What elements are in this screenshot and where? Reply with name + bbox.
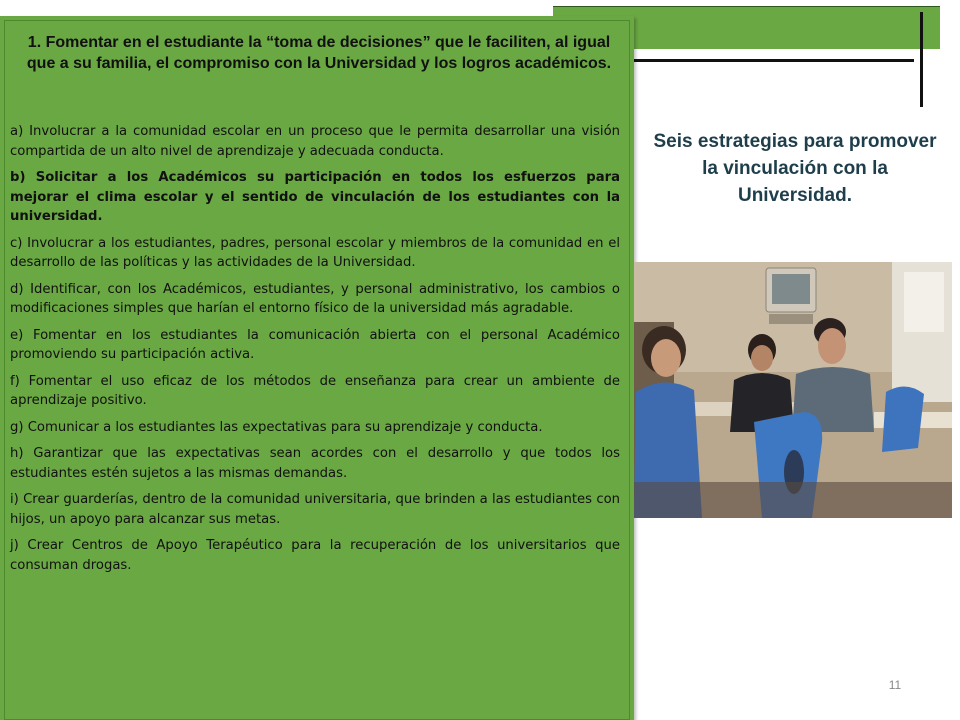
strategy-list xyxy=(10,122,620,582)
page-number: 11 xyxy=(888,678,902,692)
classroom-photo xyxy=(634,262,952,518)
strategy-item-f: f) Fomentar el uso eficaz de los métodos de enseñanza para crear un ambiente de aprendizaje positivo. xyxy=(10,373,620,408)
strategy-item-g: g) Comunicar a los estudiantes las expectativas para su aprendizaje y conducta. xyxy=(10,419,543,435)
panel-heading: 1. Fomentar en el estudiante la “toma de decisiones” que le faciliten, al igual que a su familia, el compromiso con la Universidad y los logros académicos. xyxy=(26,34,612,72)
strategy-item-d: d) Identificar, con los Académicos, estudiantes, y personal administrativo, los cambios o modificaciones simples que harían el entorno físico de la universidad más agradable. xyxy=(10,281,620,316)
strategies-panel xyxy=(0,16,634,720)
strategy-item-c: c) Involucrar a los estudiantes, padres, personal escolar y miembros de la comunidad en el desarrollo de las políticas y las actividades de la Universidad. xyxy=(10,235,620,270)
strategy-item-h: h) Garantizar que las expectativas sean acordes con el desarrollo y que todos los estudiantes estén sujetos a las mismas demandas. xyxy=(10,446,620,481)
strategy-item-b: b) Solicitar a los Académicos su participación en todos los esfuerzos para mejorar el clima escolar y el sentido de vinculación de los estudiantes con la universidad. xyxy=(10,170,620,224)
divider-horizontal xyxy=(632,59,914,62)
classroom-photo-illustration xyxy=(634,262,952,518)
strategy-item-j: j) Crear Centros de Apoyo Terapéutico para la recuperación de los universitarios que consuman drogas. xyxy=(10,538,620,573)
strategy-item-a: a) Involucrar a la comunidad escolar en un proceso que le permita desarrollar una visión compartida de un alto nivel de aprendizaje y adecuada conducta. xyxy=(10,124,620,159)
slide-title: Seis estrategias para promover la vinculación con la Universidad. xyxy=(653,131,937,206)
strategy-item-e: e) Fomentar en los estudiantes la comunicación abierta con el personal Académico promoviendo su participación activa. xyxy=(10,327,620,362)
divider-vertical xyxy=(920,12,923,107)
strategy-item-i: i) Crear guarderías, dentro de la comunidad universitaria, que brinden a las estudiantes con hijos, un apoyo para alcanzar sus metas. xyxy=(10,492,620,527)
